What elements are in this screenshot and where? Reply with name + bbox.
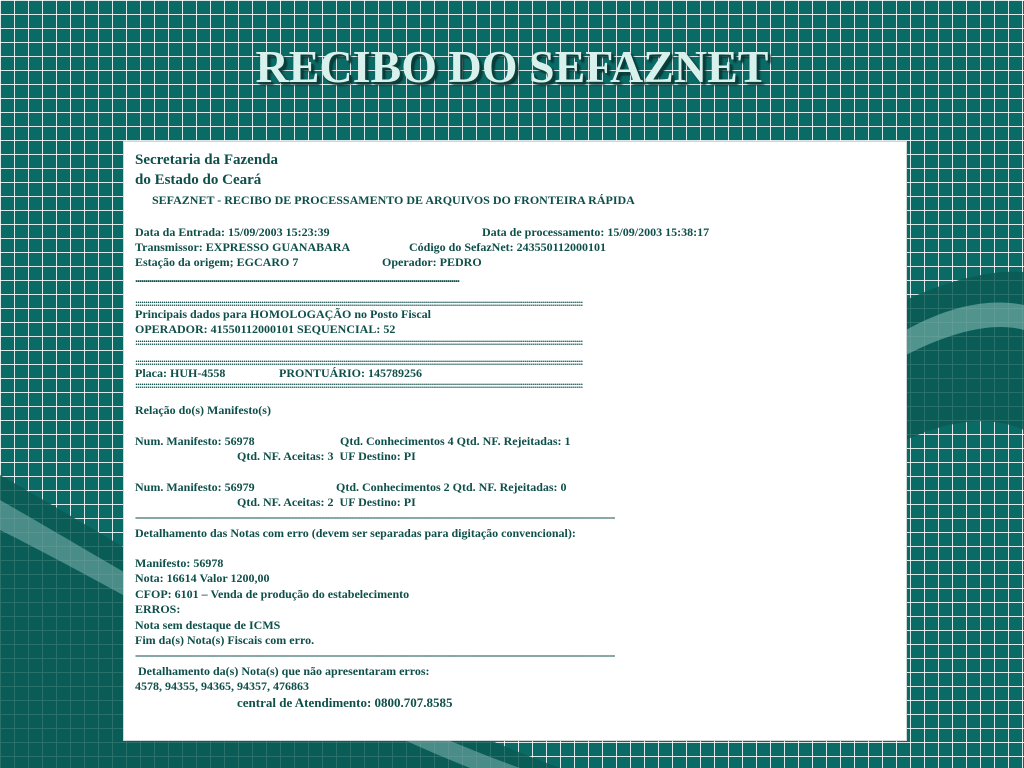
separator-dashes-1: ---------------------------------------------------------------------------------------------------------------------------------------------------------------- [135,511,615,523]
error-manifest: Manifesto: 56978 [135,556,224,570]
entry-date: Data da Entrada: 15/09/2003 15:23:39 [135,225,330,239]
manifest-1-knowledge: Qtd. Conhecimentos 4 Qtd. NF. Rejeitadas: 1 [340,434,571,448]
sefaznet-code: Código do SefazNet: 243550112000101 [409,240,606,254]
error-cfop: CFOP: 6101 – Venda de produção do estabelecimento [135,587,410,601]
manifest-2-accepted: Qtd. NF. Aceitas: 2 UF Destino: PI [237,495,416,509]
separator-colons-2: :::::::::::::::::::::::::::::::::::::::::::::::::::::::::::::::::::::::::::::::::::::::::::::::::::::::::::::::::::::::::::::::::::::::::::::::::::::::::::::::::::::::::::::::::::::::::::::::::::::::::::::::::::::::::::::::: [135,337,583,347]
record-number: PRONTUÁRIO: 145789256 [279,366,422,380]
separator-dots: .................................................................................................................................................................. [135,272,459,284]
separator-colons-3: :::::::::::::::::::::::::::::::::::::::::::::::::::::::::::::::::::::::::::::::::::::::::::::::::::::::::::::::::::::::::::::::::::::::::::::::::::::::::::::::::::::::::::::::::::::::::::::::::::::::::::::::::::::::::::::::: [135,357,583,367]
org-line-1: Secretaria da Fazenda [135,152,279,168]
transmitter: Transmissor: EXPRESSO GUANABARA [135,240,351,254]
separator-colons-4: :::::::::::::::::::::::::::::::::::::::::::::::::::::::::::::::::::::::::::::::::::::::::::::::::::::::::::::::::::::::::::::::::::::::::::::::::::::::::::::::::::::::::::::::::::::::::::::::::::::::::::::::::::::::::::::::: [135,380,583,390]
separator-colons-1: :::::::::::::::::::::::::::::::::::::::::::::::::::::::::::::::::::::::::::::::::::::::::::::::::::::::::::::::::::::::::::::::::::::::::::::::::::::::::::::::::::::::::::::::::::::::::::::::::::::::::::::::::::::::::::::::: [135,298,583,308]
main-data-heading: Principais dados para HOMOLOGAÇÃO no Posto Fiscal [135,307,432,321]
separator-dashes-2: ---------------------------------------------------------------------------------------------------------------------------------------------------------------- [135,649,615,661]
manifest-2-number: Num. Manifesto: 56979 [135,480,255,494]
errors-detail-title: Detalhamento das Notas com erro (devem ser separadas para digitação convencional): [135,526,576,540]
ok-notes-list: 4578, 94355, 94365, 94357, 476863 [135,679,309,693]
vehicle-plate: Placa: HUH-4558 [135,366,226,380]
manifest-1-accepted: Qtd. NF. Aceitas: 3 UF Destino: PI [237,449,416,463]
errors-label: ERROS: [135,602,181,616]
origin-station: Estação da origem; EGCARO 7 [135,255,299,269]
operator-sequential: OPERADOR: 41550112000101 SEQUENCIAL: 52 [135,322,396,336]
slide-title: RECIBO DO SEFAZNET [255,41,769,92]
manifest-list-title: Relação do(s) Manifesto(s) [135,403,271,417]
processing-date: Data de processamento: 15/09/2003 15:38:17 [482,225,710,239]
errors-end: Fim da(s) Nota(s) Fiscais com erro. [135,633,315,647]
org-line-2: do Estado do Ceará [135,172,262,188]
ok-detail-title: Detalhamento da(s) Nota(s) que não apresentaram erros: [135,664,430,678]
receipt-document [124,142,906,740]
error-note: Nota: 16614 Valor 1200,00 [135,571,270,585]
operator: Operador: PEDRO [382,255,482,269]
receipt-heading: SEFAZNET - RECIBO DE PROCESSAMENTO DE ARQUIVOS DO FRONTEIRA RÁPIDA [152,193,635,207]
manifest-1-number: Num. Manifesto: 56978 [135,434,255,448]
support-phone: central de Atendimento: 0800.707.8585 [237,695,453,710]
manifest-2-knowledge: Qtd. Conhecimentos 2 Qtd. NF. Rejeitadas: 0 [336,480,567,494]
error-item: Nota sem destaque de ICMS [135,618,281,632]
